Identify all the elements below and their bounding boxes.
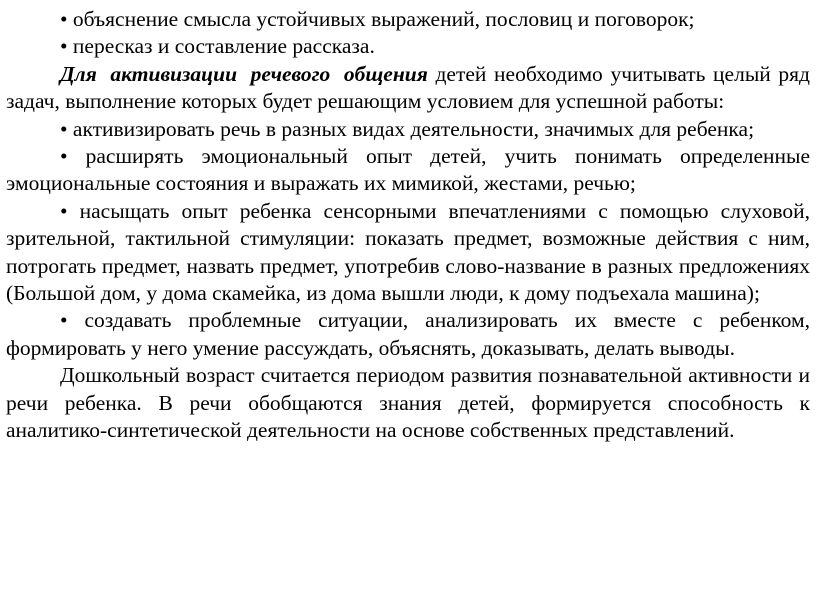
paragraph-preschool-age [6, 362, 810, 444]
paragraph-text: • активизировать речь в разных видах деятельности, значимых для ребенка; [60, 116, 755, 141]
paragraph-text: детей необходимо учитывать целый ряд задач, выполнение которых будет решающим условием для успешной работы: [6, 61, 810, 114]
paragraph-text: • объяснение смысла устойчивых выражений, пословиц и поговорок; [60, 7, 695, 31]
bullet-sensory-experience [6, 198, 810, 308]
paragraph-text: • пересказ и составление рассказа. [60, 34, 375, 59]
bullet-explanation-idioms [6, 6, 810, 33]
bullet-retelling [6, 33, 810, 60]
paragraph-lead-emphasis: Для активизации речевого общения [60, 61, 428, 86]
paragraph-text: • расширять эмоциональный опыт детей, учить понимать определенные эмоциональные состояния и выражать их мимикой, жестами, речью; [6, 144, 810, 196]
bullet-emotional-experience [6, 143, 810, 198]
paragraph-text: • создавать проблемные ситуации, анализировать их вместе с ребенком, формировать у него умение рассуждать, объяснять, доказывать, делать выводы. [6, 308, 810, 360]
paragraph-text: • насыщать опыт ребенка сенсорными впечатлениями с помощью слуховой, зрительной, тактильной стимуляции: показать предмет, возможные действия с ним, потрогать предмет, назвать предмет, употребив слово-название в разных предложениях (Большой дом, у дома скамейка, из дома вышли люди, к дому подъехала машина); [6, 198, 810, 306]
paragraph-text: Дошкольный возраст считается периодом развития познавательной активности и речи ребенка. В речи обобщаются знания детей, формируется способность к аналитико-синтетической деятельности на основе собственных представлений. [6, 363, 810, 443]
paragraph-speech-activation [6, 61, 810, 116]
bullet-activate-speech [6, 116, 810, 143]
bullet-problem-situations [6, 307, 810, 362]
